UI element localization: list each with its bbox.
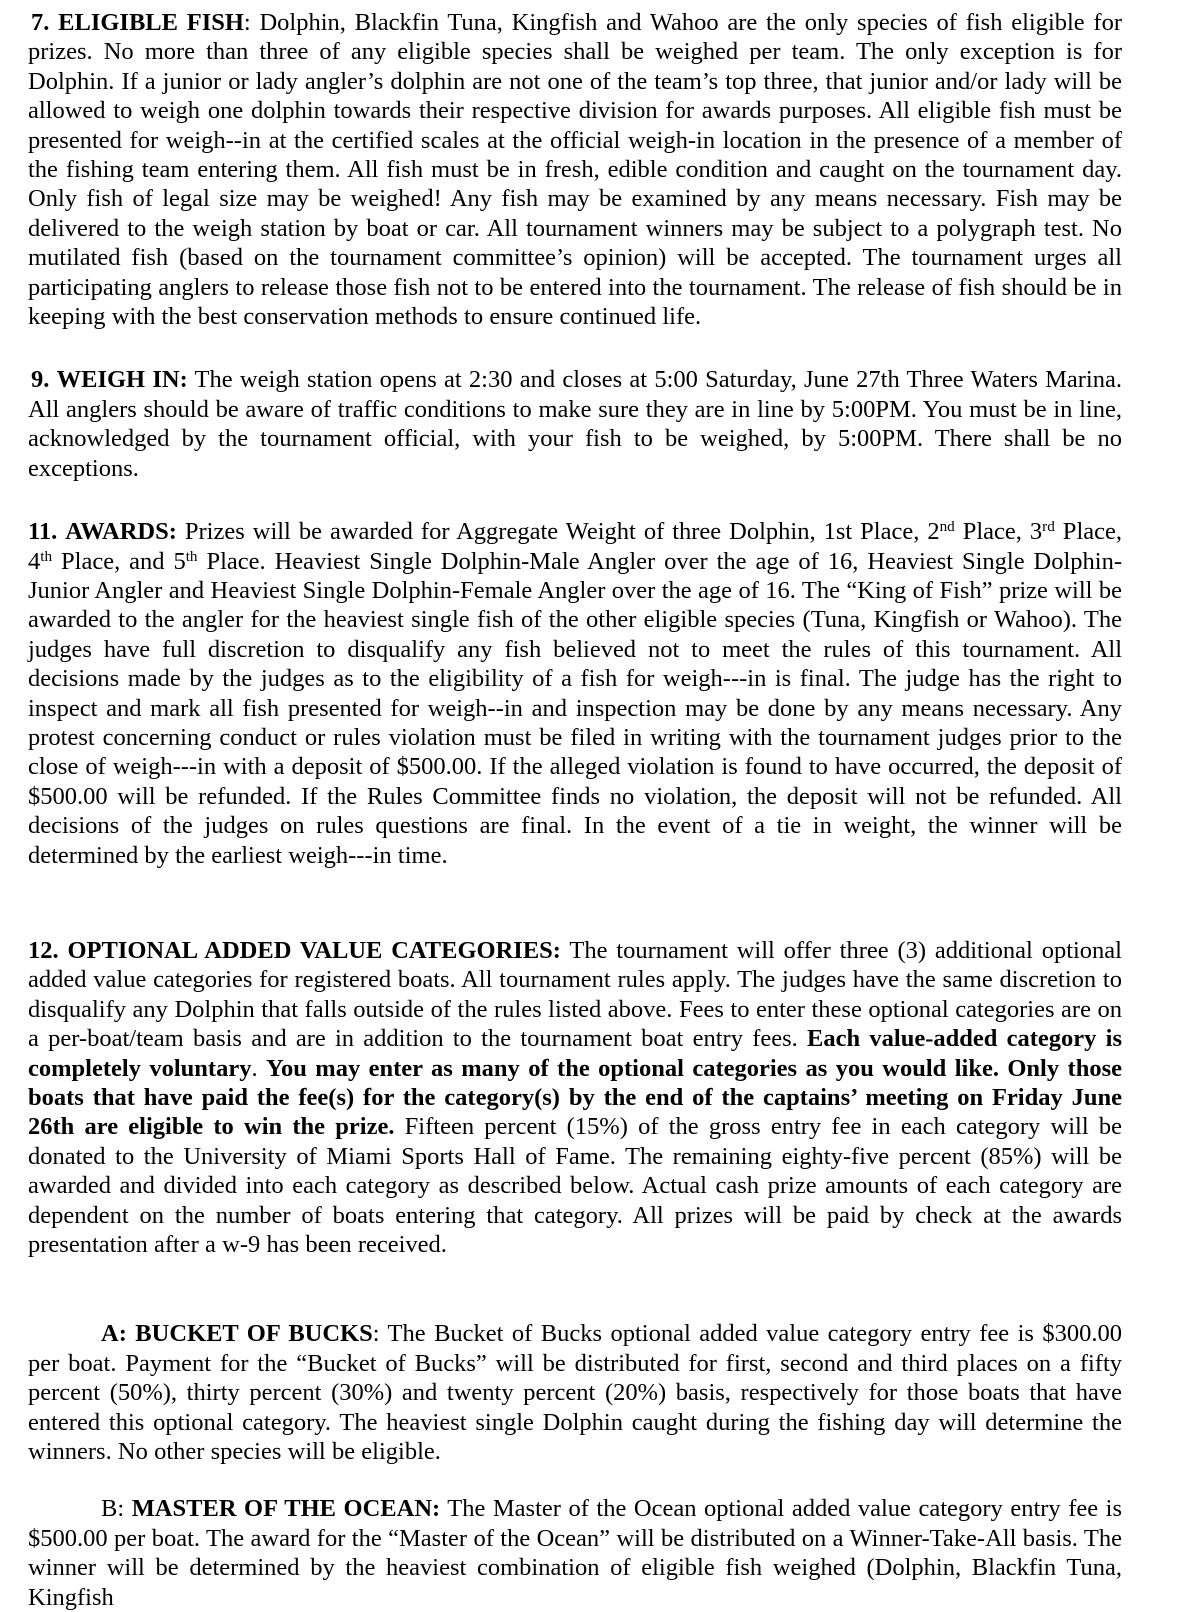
subsection-label-bucket-of-bucks: A: BUCKET OF BUCKS	[101, 1320, 373, 1348]
ordinal-suffix-2nd: nd	[939, 518, 955, 536]
label-suffix-bucket-of-bucks: :	[372, 1320, 380, 1348]
awards-body-5: Place. Heaviest Single Dolphin-Male Angler over the age of 16, Heaviest Single Dolphin-Junior Angler and Heaviest Single Dolphin-Female Angler over the age of 16. The “King of Fish” prize will be awarded to the angler for the heaviest single fish of the other eligible species (Tuna, Kingfish or Wahoo). The judges have full discretion to disqualify any fish believed not to meet the rules of this tournament. All decisions made by the judges as to the eligibility of a fish for weigh---in is final. The judge has the right to inspect and mark all fish presented for weigh--in and inspection may be done by any means necessary. Any protest concerning conduct or rules violation must be filed in writing with the tournament judges prior to the close of weigh---in with a deposit of $500.00. If the alleged violation is found to have occurred, the deposit of $500.00 will be refunded. If the Rules Committee finds no violation, the deposit will not be refunded. All decisions of the judges on rules questions are final. In the event of a tie in weight, the winner will be determined by the earliest weigh---in time.	[28, 547, 1122, 869]
ordinal-suffix-4th: th	[40, 547, 53, 565]
subsection-body-bucket-of-bucks: The Bucket of Bucks optional added value category entry fee is $300.00 per boat. Payment for the “Bucket of Bucks” will be distributed for first, second and third places on a fifty percent (50%), thirty percent (30%) and twenty percent (20%) basis, respectively for those boats that have entered this optional category. The heaviest single Dolphin caught during the fishing day will determine the winners. No other species will be eligible.	[28, 1320, 1122, 1466]
heading-suffix-eligible-fish: :	[243, 9, 251, 36]
optional-body-bold-2: You may enter as many of the optional categories as you would like. Only those boats that have paid the fee(s) for the category(s) by the end of the captains’ meeting on Friday June 26th are eligible to win the prize.	[28, 1054, 1122, 1141]
section-number-9: 9.	[31, 366, 50, 394]
awards-body-3: Place, 4	[28, 518, 1122, 575]
section-number-11: 11.	[28, 518, 58, 546]
optional-body-normal-1: The tournament will offer three (3) additional optional added value categories for registered boats. All tournament rules apply. The judges have the same discretion to disqualify any Dolphin that falls outside of the rules listed above. Fees to enter these optional categories are on a per-boat/team basis and are in addition to the tournament boat entry fees.	[28, 936, 1122, 1053]
spacer	[49, 9, 58, 36]
ordinal-suffix-5th: th	[185, 547, 198, 565]
section-eligible-fish	[28, 8, 1122, 331]
section-heading-optional-categories: OPTIONAL ADDED VALUE CATEGORIES:	[67, 936, 561, 964]
section-heading-eligible-fish: ELIGIBLE FISH	[58, 9, 244, 36]
optional-body-bold-1: Each value-added category is completely voluntary	[28, 1025, 1122, 1082]
section-body-eligible-fish: Dolphin, Blackfin Tuna, Kingfish and Wahoo are the only species of fish eligible for prizes. No more than three of any eligible species shall be weighed per team. The only exception is for Dolphin. If a junior or lady angler’s dolphin are not one of the team’s top three, that junior and/or lady will be allowed to weigh one dolphin towards their respective division for awards purposes. All eligible fish must be presented for weigh--in at the certified scales at the official weigh-in location in the presence of a member of the fishing team entering them. All fish must be in fresh, edible condition and caught on the tournament day. Only fish of legal size may be weighed! Any fish may be examined by any means necessary. Fish may be delivered to the weigh station by boat or car. All tournament winners may be subject to a polygraph test. No mutilated fish (based on the tournament committee’s opinion) will be accepted. The tournament urges all participating anglers to release those fish not to be entered into the tournament. The release of fish should be in keeping with the best conservation methods to ensure continued life.	[28, 9, 1122, 331]
awards-body-1: Prizes will be awarded for Aggregate Weight of three Dolphin, 1st Place, 2	[176, 518, 940, 546]
spacer-after-eligible-fish	[28, 331, 1122, 365]
spacer	[49, 366, 56, 393]
optional-body-normal-3: Fifteen percent (15%) of the gross entry fee in each category will be donated to the University of Miami Sports Hall of Fame. The remaining eighty-five percent (85%) will be awarded and divided into each category as described below. Actual cash prize amounts of each category are dependent on the number of boats entering that category. All prizes will be paid by check at the awards presentation after a w-9 has been received.	[28, 1113, 1122, 1259]
section-number-7: 7.	[31, 9, 50, 36]
awards-body-2: Place, 3	[954, 518, 1043, 546]
section-awards	[28, 517, 1122, 870]
subsection-prefix-master-of-the-ocean: B:	[101, 1495, 132, 1523]
section-body-weigh-in: The weigh station opens at 2:30 and closes at 5:00 Saturday, June 27th Three Waters Marina. All anglers should be aware of traffic conditions to make sure they are in line by 5:00PM. You must be in line, acknowledged by the tournament official, with your fish to be weighed, by 5:00PM. There shall be no exceptions.	[28, 366, 1122, 482]
subsection-master-of-the-ocean	[28, 1494, 1122, 1612]
spacer-after-optional-categories	[28, 1259, 1122, 1319]
spacer-after-bucket-of-bucks	[28, 1466, 1122, 1494]
ordinal-suffix-3rd: rd	[1042, 518, 1055, 536]
section-weigh-in	[28, 365, 1122, 483]
section-heading-weigh-in: WEIGH IN:	[56, 366, 188, 394]
section-heading-awards: AWARDS:	[65, 518, 177, 546]
awards-body-4: Place, and 5	[52, 547, 186, 575]
spacer-after-weigh-in	[28, 483, 1122, 517]
subsection-body-master-of-the-ocean: The Master of the Ocean optional added value category entry fee is $500.00 per boat. The award for the “Master of the Ocean” will be distributed on a Winner-Take-All basis. The winner will be determined by the heaviest combination of eligible fish weighed (Dolphin, Blackfin Tuna, Kingfish	[28, 1495, 1122, 1611]
subsection-bucket-of-bucks	[28, 1319, 1122, 1466]
section-optional-categories	[28, 936, 1122, 1259]
optional-body-normal-2: .	[251, 1054, 267, 1082]
spacer-after-awards	[28, 870, 1122, 936]
subsection-label-master-of-the-ocean: MASTER OF THE OCEAN:	[131, 1495, 441, 1523]
section-number-12: 12.	[28, 936, 59, 964]
